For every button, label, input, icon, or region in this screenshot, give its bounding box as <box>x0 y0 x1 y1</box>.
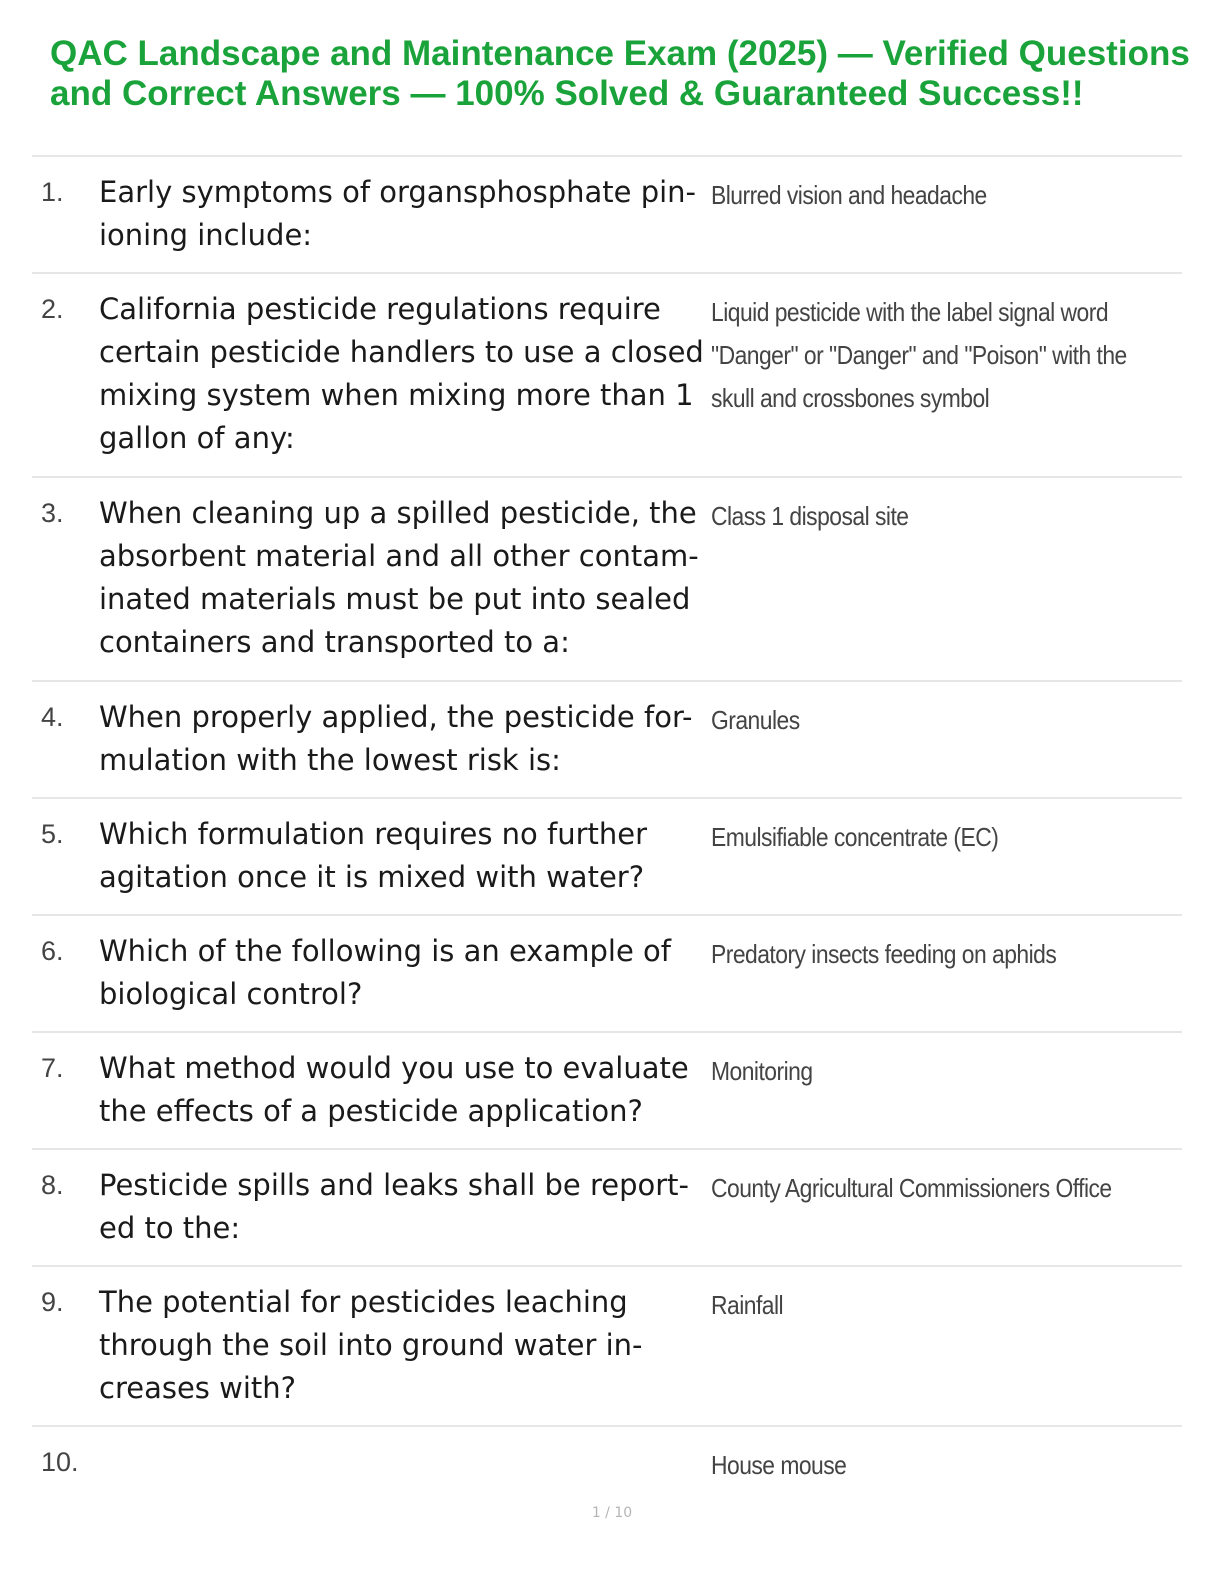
qa-row <box>32 799 1182 916</box>
qa-row <box>32 478 1182 682</box>
question-text: When properly applied, the pesticide for-mulation with the lowest risk is: <box>99 700 693 777</box>
question-answer-list <box>32 155 1182 1507</box>
answer-text: House mouse <box>711 1450 847 1480</box>
qa-row <box>32 1033 1182 1150</box>
question-number: 2. <box>41 294 64 324</box>
question-text: California pesticide regulations require certain pesticide handlers to use a closed mixing system when mixing more than 1 gallon of any: <box>99 292 704 455</box>
question-number: 10. <box>41 1447 79 1477</box>
question-text: When cleaning up a spilled pesticide, the absorbent material and all other contam-inated materials must be put into sealed containers and transported to a: <box>99 496 699 659</box>
question-number: 8. <box>41 1170 64 1200</box>
question-number: 7. <box>41 1053 64 1083</box>
answer-text: County Agricultural Commissioners Office <box>711 1173 1112 1203</box>
question-number: 5. <box>41 819 64 849</box>
question-text: What method would you use to evaluate the effects of a pesticide application? <box>99 1051 689 1128</box>
question-text: Which of the following is an example of biological control? <box>99 934 671 1011</box>
answer-text: Rainfall <box>711 1290 784 1320</box>
qa-row <box>32 682 1182 799</box>
question-number: 3. <box>41 498 64 528</box>
page-indicator: 1 / 10 <box>591 1505 633 1521</box>
question-number: 6. <box>41 936 64 966</box>
qa-row <box>32 157 1182 274</box>
qa-row <box>32 1427 1182 1507</box>
question-number: 4. <box>41 702 64 732</box>
answer-text: Liquid pesticide with the label signal word "Danger" or "Danger" and "Poison" with the skull and crossbones symbol <box>711 297 1127 413</box>
qa-row <box>32 1150 1182 1267</box>
answer-text: Blurred vision and headache <box>711 180 987 210</box>
qa-row <box>32 916 1182 1033</box>
answer-text: Predatory insects feeding on aphids <box>711 939 1057 969</box>
question-text: Which formulation requires no further agitation once it is mixed with water? <box>99 817 648 894</box>
answer-text: Class 1 disposal site <box>711 501 909 531</box>
question-number: 1. <box>41 177 64 207</box>
question-text: Pesticide spills and leaks shall be report-ed to the: <box>99 1168 689 1245</box>
qa-row <box>32 274 1182 478</box>
qa-row <box>32 1267 1182 1427</box>
question-text: The potential for pesticides leaching through the soil into ground water in-creases with? <box>99 1285 643 1405</box>
question-number: 9. <box>41 1287 64 1317</box>
question-text: Early symptoms of organsphosphate pin-ioning include: <box>99 175 697 252</box>
answer-text: Monitoring <box>711 1056 813 1086</box>
answer-text: Granules <box>711 705 800 735</box>
document-title: QAC Landscape and Maintenance Exam (2025) — Verified Questions and Correct Answers — 100% Solved & Guaranteed Success!! <box>50 34 1190 113</box>
answer-text: Emulsifiable concentrate (EC) <box>711 822 999 852</box>
